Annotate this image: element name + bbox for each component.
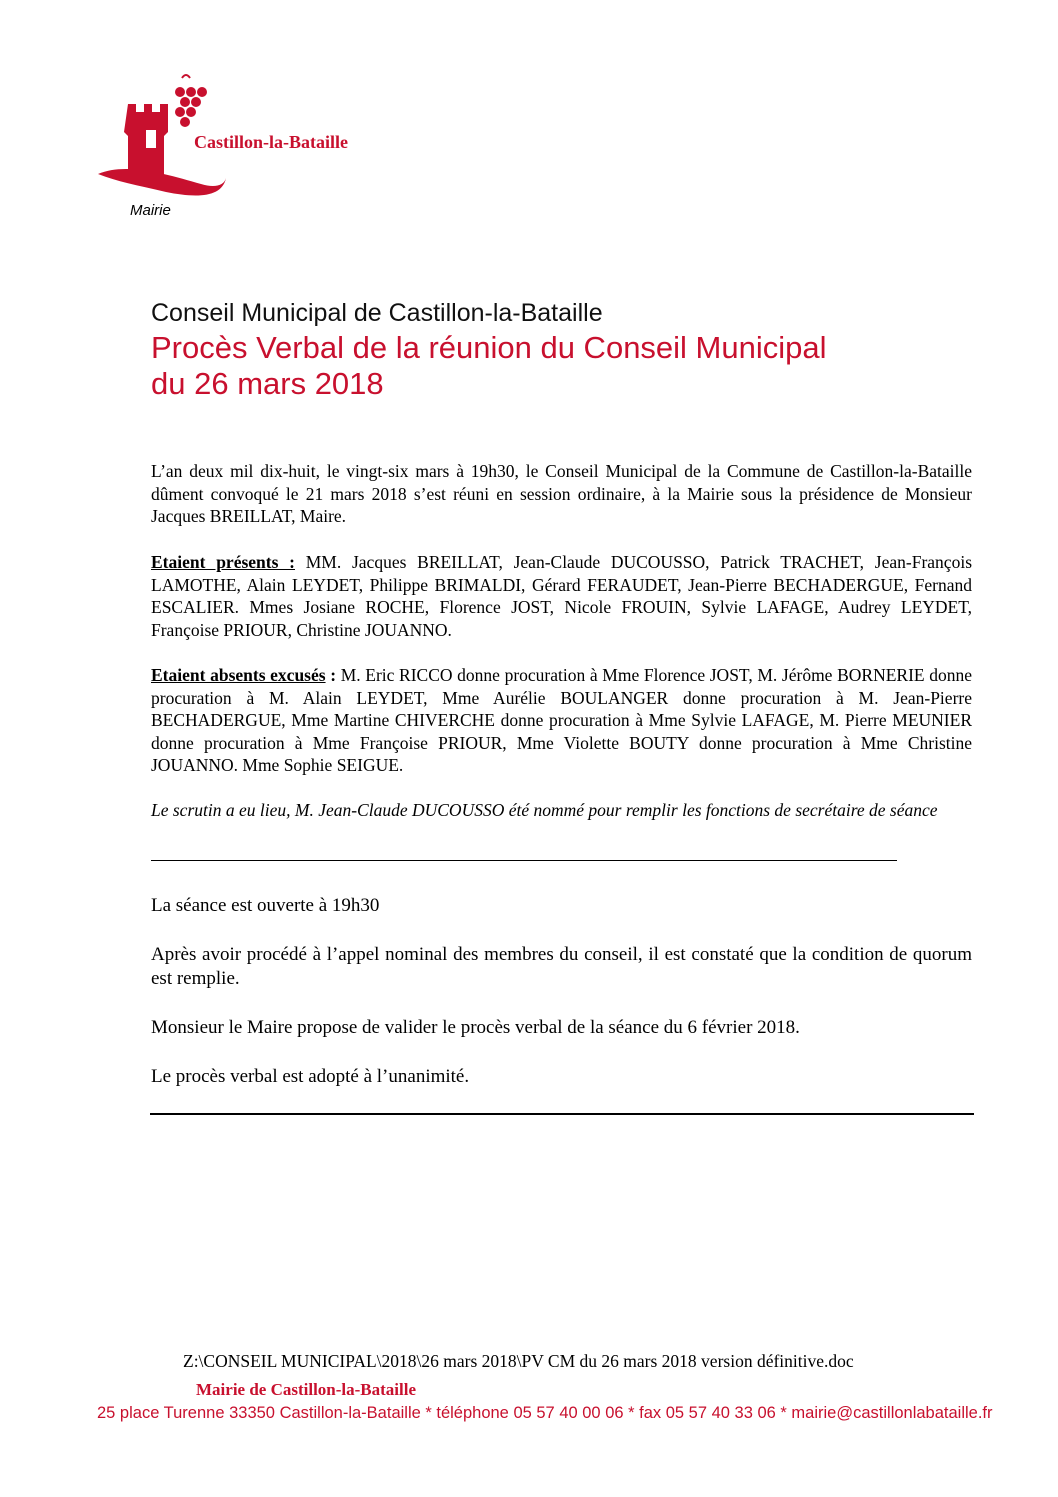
absents-paragraph (151, 664, 972, 777)
file-path: Z:\CONSEIL MUNICIPAL\2018\26 mars 2018\PV CM du 26 mars 2018 version définitive.doc (183, 1351, 854, 1371)
logo-mairie-label: Mairie (130, 202, 171, 219)
presents-paragraph (151, 551, 972, 641)
presents-list: MM. Jacques BREILLAT, Jean-Claude DUCOUSSO, Patrick TRACHET, Jean-François LAMOTHE, Alain LEYDET, Philippe BRIMALDI, Gérard FERAUDET, Jean-Pierre BECHADERGUE, Fernand ESCALIER. Mmes Josiane ROCHE, Florence JOST, Nicole FROUIN, Sylvie LAFAGE, Audrey LEYDET, Françoise PRIOUR, Christine JOUANNO. (151, 552, 972, 640)
opening-paragraph: La séance est ouverte à 19h30 (151, 895, 380, 916)
logo-town-name: Castillon-la-Bataille (194, 132, 348, 152)
footer-brand: Mairie de Castillon-la-Bataille (196, 1380, 417, 1399)
absents-list: M. Eric RICCO donne procuration à Mme Florence JOST, M. Jérôme BORNERIE donne procuration à M. Alain LEYDET, Mme Aurélie BOULANGER donne procuration à M. Jean-Pierre BECHADERGUE, Mme Martine CHIVERCHE donne procuration à Mme Sylvie LAFAGE, M. Pierre MEUNIER donne procuration à Mme Françoise PRIOUR, Mme Violette BOUTY donne procuration à Mme Christine JOUANNO. Mme Sophie SEIGUE. (151, 665, 972, 775)
town-logo (96, 70, 416, 230)
document-header (151, 296, 981, 402)
footer-address: 25 place Turenne 33350 Castillon-la-Bataille * téléphone 05 57 40 00 06 * fax 05 57 40 33 06 * mairie@castillonlabataille.fr (97, 1404, 993, 1422)
absents-colon: : (325, 665, 337, 685)
adoption-paragraph: Le procès verbal est adopté à l’unanimité. (151, 1066, 470, 1087)
document-title-line2: du 26 mars 2018 (151, 366, 384, 401)
secretary-paragraph: Le scrutin a eu lieu, M. Jean-Claude DUCOUSSO été nommé pour remplir les fonctions de secrétaire de séance (151, 800, 938, 820)
separator-line (151, 860, 897, 861)
absents-label: Etaient absents excusés (151, 665, 326, 685)
council-subtitle: Conseil Municipal de Castillon-la-Bataille (151, 299, 603, 327)
document-title-line1: Procès Verbal de la réunion du Conseil Municipal (151, 330, 827, 365)
presents-label: Etaient présents : (151, 552, 295, 572)
intro-paragraph: L’an deux mil dix-huit, le vingt-six mars à 19h30, le Conseil Municipal de la Commune de Castillon-la-Bataille dûment convoqué le 21 mars 2018 s’est réuni en session ordinaire, à la Mairie sous la présidence de Monsieur Jacques BREILLAT, Maire. (151, 461, 972, 526)
quorum-paragraph: Après avoir procédé à l’appel nominal des membres du conseil, il est constaté que la condition de quorum est remplie. (151, 944, 972, 989)
section-divider (150, 1113, 974, 1115)
proposal-paragraph: Monsieur le Maire propose de valider le procès verbal de la séance du 6 février 2018. (151, 1017, 800, 1038)
